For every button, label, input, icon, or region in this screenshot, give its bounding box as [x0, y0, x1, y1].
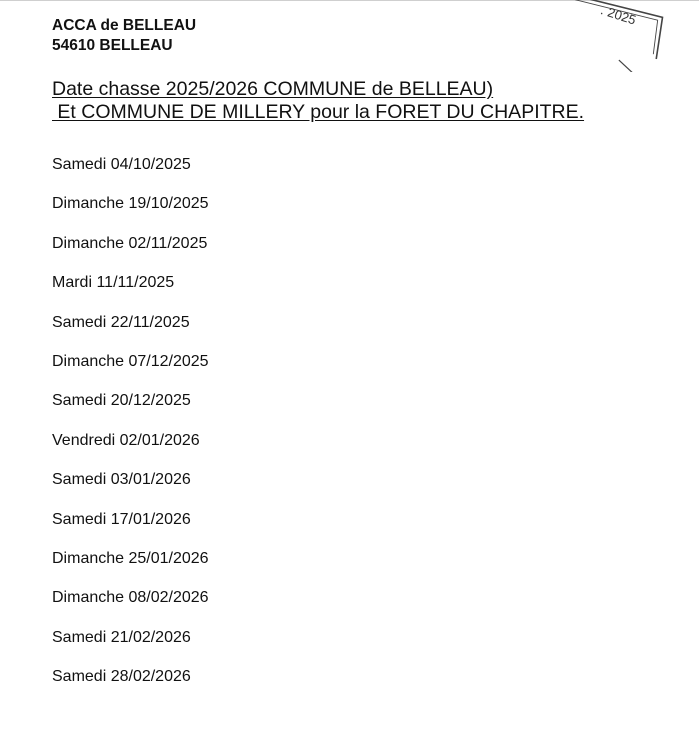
- list-item: Samedi 21/02/2026: [52, 628, 191, 646]
- list-item: Dimanche 02/11/2025: [52, 234, 208, 252]
- list-item: Mardi 11/11/2025: [52, 274, 175, 292]
- title-line-2: Et COMMUNE DE MILLERY pour la FORET DU CHAPITRE.: [52, 101, 585, 123]
- list-item: Dimanche 25/01/2026: [52, 549, 209, 567]
- list-item: Samedi 17/01/2026: [52, 510, 191, 528]
- list-item: Samedi 03/01/2026: [52, 471, 191, 489]
- hunt-dates-list: [52, 155, 209, 706]
- sender-postcode-city: 54610 BELLEAU: [52, 37, 173, 54]
- list-item: Samedi 28/02/2026: [52, 668, 191, 686]
- list-item: Dimanche 08/02/2026: [52, 589, 209, 607]
- list-item: Vendredi 02/01/2026: [52, 431, 200, 449]
- list-item: Samedi 22/11/2025: [52, 313, 190, 331]
- list-item: Samedi 20/12/2025: [52, 392, 191, 410]
- sender-name: ACCA de BELLEAU: [52, 17, 197, 34]
- received-stamp: [540, 0, 672, 72]
- document-title: [52, 78, 584, 124]
- stamp-date-text: . 2025: [598, 2, 638, 28]
- list-item: Dimanche 07/12/2025: [52, 352, 209, 370]
- list-item: Dimanche 19/10/2025: [52, 195, 209, 213]
- list-item: Samedi 04/10/2025: [52, 156, 191, 173]
- sender-address: [52, 16, 196, 56]
- title-line-1: Date chasse 2025/2026 COMMUNE de BELLEAU): [52, 78, 494, 100]
